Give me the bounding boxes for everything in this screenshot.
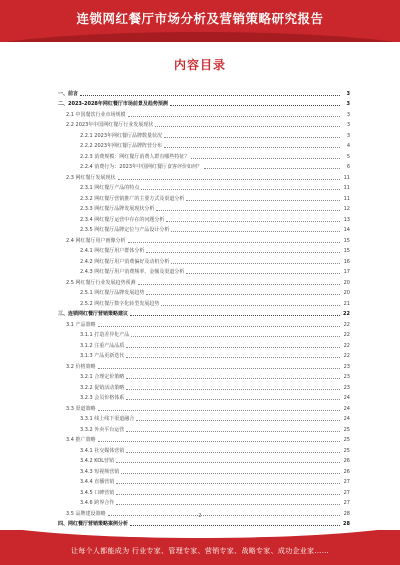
toc-leader-dots (80, 95, 340, 96)
toc-leader-dots (131, 336, 340, 337)
toc-heading: 内容目录 (173, 58, 226, 72)
toc-entry-label: 2.2.2 2023年网红餐厅品牌阵营分布 (80, 143, 163, 149)
toc-entry[interactable] (58, 244, 350, 255)
toc-entry[interactable] (58, 349, 350, 360)
toc-leader-dots (98, 326, 340, 327)
toc-leader-dots (146, 294, 340, 295)
toc-entry[interactable] (58, 496, 350, 507)
toc-leader-dots (98, 368, 340, 369)
toc-entry-label: 3.3.1 线上线下渠道融合 (80, 416, 135, 422)
toc-entry-label: 2.3 网红餐厅发展现状 (66, 174, 116, 181)
toc-leader-dots (98, 410, 340, 411)
toc-entry-label: 3.4.6 跨界合作 (80, 500, 115, 506)
toc-entry[interactable] (58, 212, 350, 223)
toc-entry-page: 22 (343, 342, 350, 349)
toc-entry-page: 24 (343, 405, 350, 412)
toc-leader-dots (130, 315, 340, 316)
toc-leader-dots (186, 200, 340, 201)
toc-entry-label: 3.4.1 社交媒体营销 (80, 447, 125, 454)
toc-entry-page: 12 (343, 206, 350, 212)
toc-entry-page: 23 (343, 384, 350, 391)
toc-entry-page: 21 (343, 300, 350, 307)
toc-entry[interactable] (58, 317, 350, 328)
toc-entry-label: 3.4.2 KOL营销 (80, 458, 115, 464)
toc-leader-dots (126, 399, 340, 400)
toc-leader-dots (171, 263, 340, 264)
toc-entry-label: 2.3.1 网红餐厅产品的特点 (80, 185, 140, 191)
toc-entry-label: 2.3.4 网红餐厅运营中存在的问题分析 (80, 216, 165, 223)
toc-entry[interactable] (58, 328, 350, 339)
toc-entry-label: 3.1 产品策略 (66, 321, 96, 328)
toc-entry-label: 3.2 价格策略 (66, 363, 96, 370)
toc-entry-page: 15 (343, 237, 350, 244)
toc-entry-label: 四、网红餐厅营销策略案例分析 (58, 521, 129, 527)
toc-leader-dots (126, 357, 340, 358)
toc-leader-dots (170, 105, 340, 106)
toc-entry-label: 3.2.1 合理定价策略 (80, 374, 125, 380)
toc-entry[interactable] (58, 370, 350, 381)
toc-leader-dots (116, 483, 340, 484)
toc-entry-label: 2.5.1 网红餐厅品牌发展趋势 (80, 290, 145, 296)
toc-leader-dots (191, 158, 340, 159)
toc-entry-page: 28 (343, 521, 350, 527)
toc-entry-page: 13 (343, 216, 350, 223)
toc-entry-page: 28 (343, 510, 350, 517)
toc-entry-page: 27 (343, 479, 350, 485)
table-of-contents (58, 86, 350, 527)
toc-entry-page: 3 (346, 132, 350, 139)
toc-entry-page: 23 (343, 363, 350, 370)
toc-entry-page: 3 (346, 122, 350, 128)
toc-entry-label: 2.3.2 网红餐厅营销推广的主要方式及渠道分析 (80, 195, 185, 202)
toc-entry-page: 27 (343, 500, 350, 506)
toc-leader-dots (130, 525, 340, 526)
toc-leader-dots (204, 168, 340, 169)
toc-entry[interactable] (58, 233, 350, 244)
toc-entry-page: 5 (346, 153, 350, 160)
toc-entry[interactable] (58, 118, 350, 129)
toc-entry-page: 24 (343, 416, 350, 422)
toc-entry-page: 16 (343, 258, 350, 265)
toc-entry-page: 15 (343, 248, 350, 254)
toc-entry[interactable] (58, 223, 350, 234)
toc-entry[interactable] (58, 265, 350, 276)
toc-entry-label: 2.1 中国餐饮行业市场规模 (66, 111, 126, 118)
toc-entry-page: 14 (343, 227, 350, 233)
toc-entry-label: 2.4 网红餐厅用户画像分析 (66, 237, 126, 244)
toc-entry[interactable] (58, 128, 350, 139)
toc-entry-page: 11 (343, 195, 350, 202)
toc-entry-page: 3 (346, 101, 350, 107)
toc-entry-page: 11 (343, 185, 350, 191)
toc-entry-label: 一、前言 (58, 90, 79, 97)
toc-entry-page: 25 (343, 437, 350, 443)
toc-entry-page: 3 (346, 90, 350, 97)
toc-entry-label: 3.4.3 短视频营销 (80, 468, 120, 475)
toc-leader-dots (116, 494, 340, 495)
toc-entry-label: 2.4.2 网红餐厅用户消费偏好及动机分析 (80, 258, 170, 265)
toc-entry[interactable] (58, 359, 350, 370)
toc-leader-dots (138, 284, 340, 285)
toc-entry-page: 22 (343, 321, 350, 328)
toc-entry-label: 二、2023-2028年网红餐厅市场前景及趋势预测 (58, 101, 168, 107)
footer-slogan: 让每个人都能成为 行业专家、管理专家、营销专家、战略专家、成功企业家…… (70, 547, 330, 555)
toc-entry-label: 3.1.1 打造差异化产品 (80, 332, 130, 338)
toc-entry-page: 22 (343, 311, 350, 317)
toc-entry-page: 25 (343, 426, 350, 433)
toc-leader-dots (128, 242, 340, 243)
toc-entry[interactable] (58, 139, 350, 150)
toc-entry-label: 2.5 网红餐厅行业发展趋势预测 (66, 279, 136, 286)
toc-entry[interactable] (58, 275, 350, 286)
toc-entry-label: 2.5.2 网红餐厅数字化转型发展趋势 (80, 300, 160, 307)
toc-entry-label: 2.2.4 消费行为：2023年中国网红餐厅食客评价如何？ (80, 164, 203, 170)
toc-entry[interactable] (58, 338, 350, 349)
toc-entry-label: 三、连锁网红餐厅营销策略建议 (58, 311, 129, 317)
toc-entry-label: 2.2.3 消费规模：网红餐厅消费人群有哪些特征？ (80, 153, 190, 160)
toc-leader-dots (186, 273, 340, 274)
report-footer (0, 530, 400, 565)
toc-leader-dots (155, 126, 340, 127)
toc-entry[interactable] (58, 296, 350, 307)
toc-leader-dots (141, 189, 340, 190)
toc-entry-page: 26 (343, 458, 350, 464)
toc-entry[interactable] (58, 170, 350, 181)
toc-entry-label: 2.4.1 网红餐厅用户群体分析 (80, 248, 145, 254)
toc-entry-label: 2.2 2023年中国网红餐厅行业发展现状 (66, 122, 154, 128)
toc-entry[interactable] (58, 254, 350, 265)
toc-leader-dots (126, 347, 340, 348)
toc-entry[interactable] (58, 401, 350, 412)
toc-entry[interactable] (58, 485, 350, 496)
toc-entry[interactable] (58, 454, 350, 465)
page-number: 2 (198, 513, 202, 519)
toc-entry-label: 3.4 推广策略 (66, 437, 96, 443)
toc-entry[interactable] (58, 391, 350, 402)
toc-leader-dots (164, 147, 340, 148)
toc-entry[interactable] (58, 475, 350, 486)
toc-leader-dots (164, 137, 340, 138)
toc-entry[interactable] (58, 286, 350, 297)
toc-entry[interactable] (58, 86, 350, 97)
toc-entry[interactable] (58, 149, 350, 160)
toc-entry-label: 3.3 渠道策略 (66, 405, 96, 412)
toc-entry-page: 6 (346, 164, 350, 170)
toc-entry-page: 11 (343, 174, 350, 181)
header-decorative-band (0, 32, 400, 42)
toc-leader-dots (121, 473, 340, 474)
toc-entry-label: 2.4.3 网红餐厅用户消费频率、金额及渠道分析 (80, 269, 185, 275)
toc-entry[interactable] (58, 160, 350, 171)
toc-leader-dots (161, 305, 340, 306)
toc-leader-dots (126, 452, 340, 453)
toc-entry-label: 3.2.3 会员价格体系 (80, 395, 125, 401)
report-title: 连锁网红餐厅市场分析及营销策略研究报告 (76, 11, 324, 26)
toc-entry-page: 17 (343, 269, 350, 275)
toc-entry-page: 27 (343, 489, 350, 496)
toc-entry-page: 20 (343, 279, 350, 286)
toc-entry-label: 3.5 品牌建设策略 (66, 510, 106, 517)
toc-leader-dots (136, 420, 340, 421)
toc-leader-dots (128, 116, 340, 117)
toc-leader-dots (171, 231, 340, 232)
toc-entry-page: 22 (343, 332, 350, 338)
toc-entry-page: 20 (343, 290, 350, 296)
toc-entry[interactable] (58, 464, 350, 475)
toc-entry-label: 2.3.3 网红餐厅品牌发展现状分析 (80, 206, 155, 212)
toc-leader-dots (156, 210, 340, 211)
toc-entry[interactable] (58, 422, 350, 433)
toc-entry[interactable] (58, 307, 350, 318)
toc-entry-label: 3.3.2 外卖平台运营 (80, 426, 125, 433)
toc-entry-label: 2.3.5 网红餐厅品牌定位与产品设计分析 (80, 227, 170, 233)
toc-entry[interactable] (58, 202, 350, 213)
toc-entry-page: 3 (346, 111, 350, 118)
toc-leader-dots (118, 179, 340, 180)
toc-leader-dots (116, 462, 340, 463)
toc-entry[interactable] (58, 443, 350, 454)
toc-entry-page: 25 (343, 447, 350, 454)
toc-leader-dots (126, 389, 340, 390)
toc-entry-label: 3.1.2 注重产品品质 (80, 342, 125, 349)
toc-entry-page: 4 (346, 143, 350, 149)
report-header (0, 0, 400, 42)
toc-leader-dots (126, 378, 340, 379)
toc-leader-dots (126, 431, 340, 432)
toc-entry[interactable] (58, 107, 350, 118)
toc-entry-label: 3.4.4 直播营销 (80, 479, 115, 485)
toc-entry[interactable] (58, 191, 350, 202)
toc-entry-label: 3.2.2 促销活动策略 (80, 384, 125, 391)
toc-entry-label: 3.4.5 口碑营销 (80, 489, 115, 496)
toc-entry-page: 24 (343, 395, 350, 401)
toc-entry[interactable] (58, 181, 350, 192)
toc-entry-page: 26 (343, 468, 350, 475)
toc-entry-label: 2.2.1 2023年网红餐厅品牌数量状况 (80, 132, 163, 139)
toc-entry[interactable] (58, 97, 350, 108)
toc-leader-dots (146, 252, 340, 253)
toc-entry[interactable] (58, 433, 350, 444)
toc-entry-label: 3.1.3 产品更新迭代 (80, 353, 125, 359)
toc-leader-dots (98, 441, 340, 442)
toc-entry[interactable] (58, 380, 350, 391)
toc-entry[interactable] (58, 412, 350, 423)
footer-decorative-swoosh (0, 530, 400, 538)
toc-leader-dots (166, 221, 340, 222)
toc-leader-dots (116, 504, 340, 505)
toc-entry-page: 22 (343, 353, 350, 359)
toc-entry-page: 23 (343, 374, 350, 380)
